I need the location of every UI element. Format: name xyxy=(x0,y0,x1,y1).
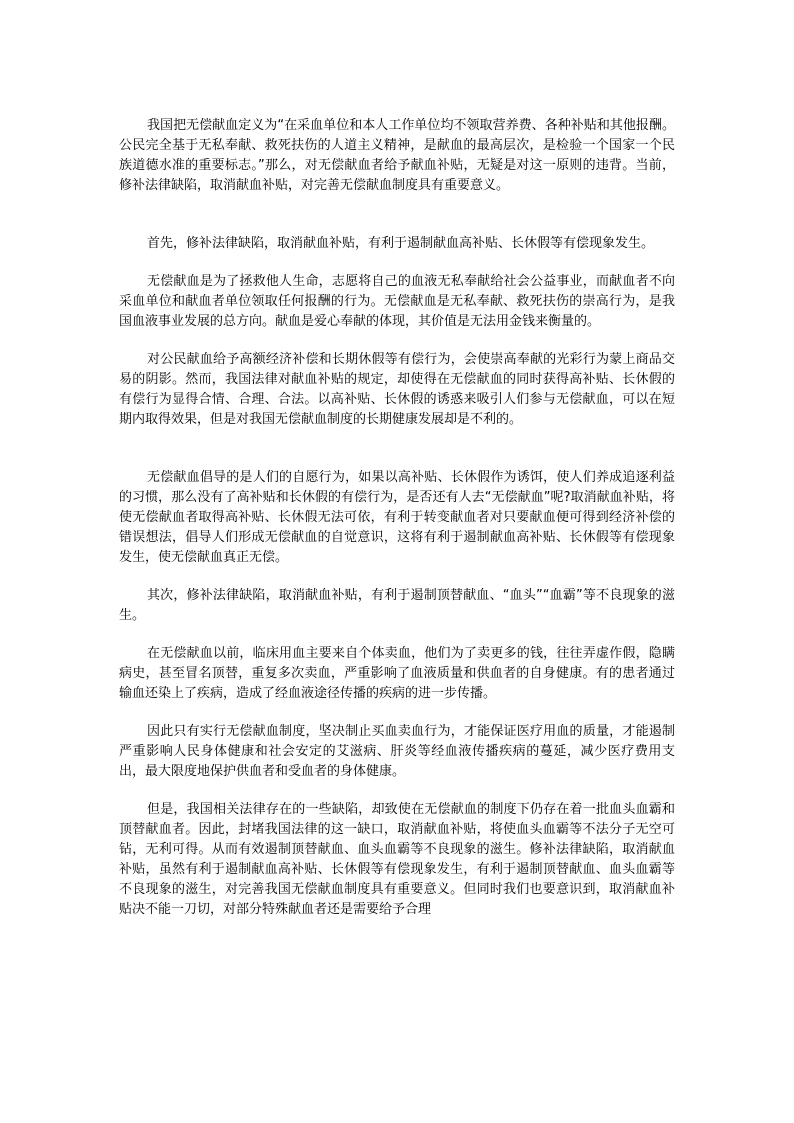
paragraph-history: 在无偿献血以前，临床用血主要来自个体卖血，他们为了卖更多的钱，往往弄虚作假，隐瞒病史，甚至冒名顶替，重复多次卖血，严重影响了血液质量和供血者的自身健康。有的患者通过输血还染上了疾病，造成了经血液途径传播的疾病的进一步传播。 xyxy=(119,646,675,701)
paragraph-second-point: 其次，修补法律缺陷，取消献血补贴，有利于遏制顶替献血、“血头”“血霸”等不良现象的滋生。 xyxy=(119,588,675,623)
paragraph-system-benefit: 因此只有实行无偿献血制度，坚决制止买血卖血行为，才能保证医疗用血的质量，才能遏制严重影响人民身体健康和社会安定的艾滋病、肝炎等经血液传播疾病的蔓延，减少医疗费用支出，最大限度地保护供血者和受血者的身体健康。 xyxy=(119,724,675,779)
paragraph-voluntary-behavior: 无偿献血倡导的是人们的自愿行为，如果以高补贴、长休假作为诱饵，使人们养成追逐利益的习惯，那么没有了高补贴和长休假的有偿行为，是否还有人去“无偿献血”呢?取消献血补贴，将使无偿献血者取得高补贴、长休假无法可依，有利于转变献血者对只要献血便可得到经济补偿的错误想法，倡导人们形成无偿献血的自觉意识，这将有利于遏制献血高补贴、长休假等有偿现象发生，使无偿献血真正无偿。 xyxy=(119,470,675,565)
document-body xyxy=(119,116,675,938)
paragraph-legal-defects: 但是，我国相关法律存在的一些缺陷，却致使在无偿献血的制度下仍存在着一批血头血霸和顶替献血者。因此，封堵我国法律的这一缺口，取消献血补贴，将使血头血霸等不法分子无空可钻，无利可得。从而有效遏制顶替献血、血头血霸等不良现象的滋生。修补法律缺陷，取消献血补贴，虽然有利于遏制献血高补贴、长休假等有偿现象发生，有利于遏制顶替献血、血头血霸等不良现象的滋生，对完善我国无偿献血制度具有重要意义。但同时我们也要意识到，取消献血补贴决不能一刀切，对部分特殊献血者还是需要给予合理 xyxy=(119,802,675,917)
paragraph-intro: 我国把无偿献血定义为“在采血单位和本人工作单位均不领取营养费、各种补贴和其他报酬。公民完全基于无私奉献、救死扶伤的人道主义精神，是献血的最高层次，是检验一个国家一个民族道德水准的重要标志。”那么，对无偿献血者给予献血补贴，无疑是对这一原则的违背。当前，修补法律缺陷，取消献血补贴，对完善无偿献血制度具有重要意义。 xyxy=(119,118,675,193)
paragraph-compensation-issue: 对公民献血给予高额经济补偿和长期休假等有偿行为，会使崇高奉献的光彩行为蒙上商品交易的阴影。然而，我国法律对献血补贴的规定，却使得在无偿献血的同时获得高补贴、长休假的有偿行为显得合情、合理、合法。以高补贴、长休假的诱惑来吸引人们参与无偿献血，可以在短期内取得效果，但是对我国无偿献血制度的长期健康发展却是不利的。 xyxy=(119,352,675,427)
paragraph-first-point: 首先，修补法律缺陷，取消献血补贴，有利于遏制献血高补贴、长休假等有偿现象发生。 xyxy=(147,236,655,251)
paragraph-unpaid-definition: 无偿献血是为了拯救他人生命，志愿将自己的血液无私奉献给社会公益事业，而献血者不向采血单位和献血者单位领取任何报酬的行为。无偿献血是无私奉献、救死扶伤的崇高行为，是我国血液事业发展的总方向。献血是爱心奉献的体现，其价值是无法用金钱来衡量的。 xyxy=(119,274,675,329)
